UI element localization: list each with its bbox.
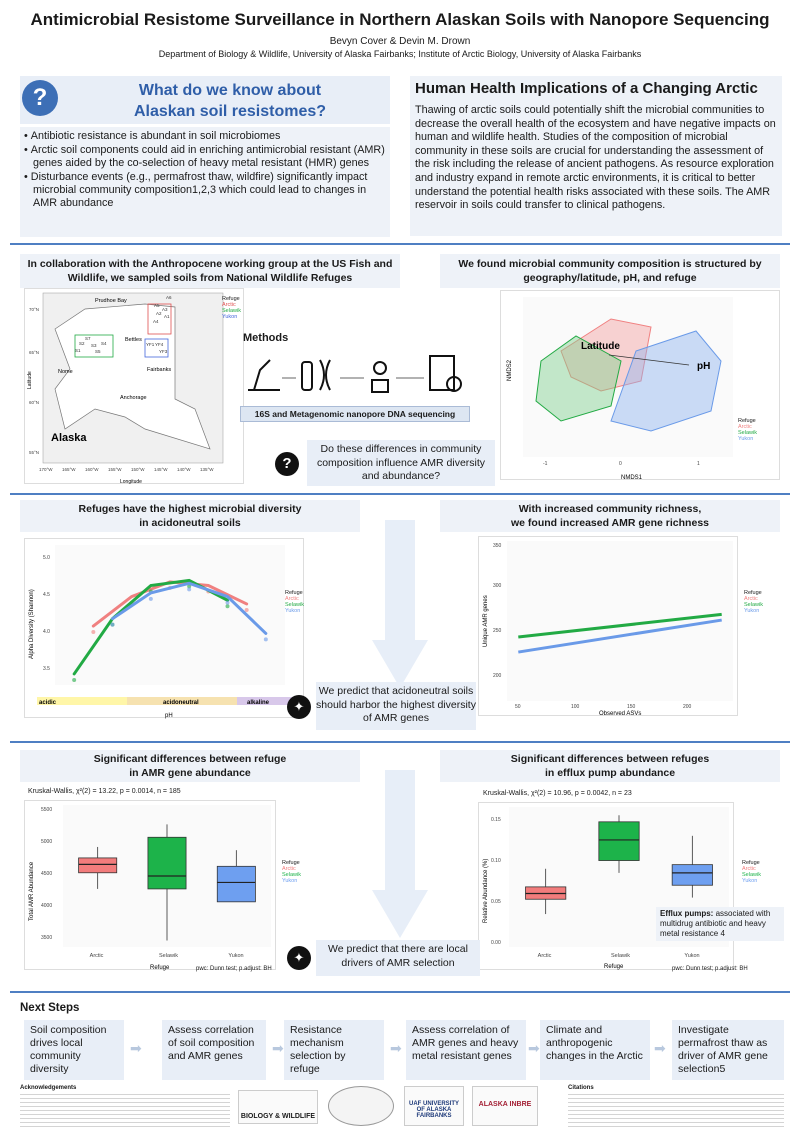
efflux-title (442, 752, 778, 780)
section-divider (10, 243, 790, 245)
band-label: alkaline (247, 700, 270, 706)
know-bullets (24, 130, 386, 211)
nmds-xtick: 0 (619, 461, 622, 467)
box-selawik (148, 837, 186, 889)
band-label: acidoneutral (163, 700, 199, 706)
efflux-ylabel: Relative Abundance (%) (483, 858, 489, 923)
diversity-legend-item: Arctic (285, 596, 299, 602)
site-label: YF4 (155, 342, 164, 347)
citation-text-lines (568, 1091, 784, 1127)
map-xtick: 150°W (131, 467, 145, 472)
map-legend (222, 296, 252, 320)
place-label: Anchorage (120, 395, 147, 401)
ack-text-lines (20, 1091, 230, 1127)
uaf-logo: UAF UNIVERSITY OF ALASKA FAIRBANKS (404, 1086, 464, 1126)
map-legend-item: Arctic (222, 302, 236, 308)
nmds-xtick: 1 (697, 461, 700, 467)
richness-xtick: 200 (683, 704, 692, 710)
next-step-arrow: ➡ (528, 1040, 540, 1056)
next-step-item: Investigate permafrost thaw as driver of AMR gene selection5 (672, 1020, 784, 1080)
next-step-item: Assess correlation of AMR genes and heavy metal resistant genes (406, 1020, 526, 1080)
next-step-arrow: ➡ (654, 1040, 666, 1056)
section-divider (10, 991, 790, 993)
efflux-ytick: 0.00 (491, 940, 501, 946)
abundance-svg (25, 801, 277, 971)
site-label: S1 (75, 348, 81, 353)
place-label: Nome (58, 369, 73, 375)
richness-title-line2: we found increased AMR gene richness (511, 517, 709, 529)
site-label: YF3 (159, 349, 168, 354)
dna-helix-icon (320, 360, 330, 390)
efflux-figure (478, 802, 734, 970)
abundance-figure (24, 800, 276, 970)
health-title: Human Health Implications of a Changing Arctic (415, 80, 758, 97)
sequencer-icon (372, 380, 388, 392)
site-label: A5 (154, 303, 160, 308)
next-step-item: Climate and anthropogenic changes in the Arctic (540, 1020, 650, 1080)
next-step-arrow: ➡ (272, 1040, 284, 1056)
map-ytick: 60°N (29, 400, 40, 405)
citations (568, 1085, 784, 1127)
map-ylabel: Latitude (27, 371, 33, 389)
site-label: S4 (101, 341, 107, 346)
acknowledgements (20, 1085, 230, 1127)
nmds-figure (500, 290, 780, 480)
map-legend-title: Refuge (222, 296, 240, 302)
category-label: Yukon (228, 953, 244, 959)
diversity-xlabel: pH (165, 713, 173, 719)
site-label: YF1 (146, 342, 155, 347)
diversity-title (22, 502, 358, 530)
nmds-xlabel: NMDS1 (621, 475, 643, 481)
data-point (72, 678, 76, 682)
know-title-line2: Alaskan soil resistomes? (133, 103, 327, 120)
arctic-biology-seal (328, 1086, 394, 1126)
poster-title: Antimicrobial Resistome Surveillance in Northern Alaskan Soils with Nanopore Sequencing (30, 10, 770, 29)
abundance-ytick: 5000 (41, 839, 53, 845)
question-icon: ? (22, 80, 58, 116)
lightbulb-icon: ✦ (287, 946, 311, 970)
abundance-title-line2: in AMR gene abundance (129, 767, 251, 779)
ack-title: Acknowledgements (20, 1085, 77, 1091)
efflux-ytick: 0.10 (491, 858, 501, 864)
efflux-legend-item: Yukon (742, 878, 758, 884)
data-point (187, 587, 191, 591)
efflux-note-text: associated with multidrug antibiotic and heavy metal resistance 4 (660, 909, 771, 938)
abundance-footnote: pwc: Dunn test; p.adjust: BH (196, 966, 272, 972)
site-label: S7 (85, 336, 91, 341)
biology-wildlife-logo: BIOLOGY & WILDLIFE (238, 1090, 318, 1124)
diversity-ytick: 4.0 (43, 629, 50, 635)
map-ytick: 55°N (29, 450, 40, 455)
diversity-ytick: 5.0 (43, 555, 50, 561)
abundance-stat: Kruskal-Wallis, χ²(2) = 13.22, p = 0.0014, n = 185 (28, 788, 181, 795)
question-icon-small: ? (275, 452, 299, 476)
richness-ytick: 350 (493, 543, 502, 549)
map-ytick: 65°N (29, 350, 40, 355)
efflux-legend-item: Arctic (742, 866, 756, 872)
category-label: Yukon (684, 953, 700, 959)
sampling-title: In collaboration with the Anthropocene working group at the US Fish and Wildlife, we sampled soils from National Wildlife Refuges (27, 258, 393, 284)
know-bullet: • Disturbance events (e.g., permafrost thaw, wildfire) significantly impact microbial community composition1,2,3 which could lead to changes in AMR abundance (24, 171, 386, 210)
inbre-logo: ALASKA INBRE (472, 1086, 538, 1126)
drivers-prediction: We predict that there are local drivers of AMR selection (316, 940, 480, 976)
abundance-title (22, 752, 358, 780)
diversity-title-line2: in acidoneutral soils (139, 517, 241, 529)
abundance-legend-item: Selawik (282, 872, 301, 878)
data-point (264, 637, 268, 641)
methods-icons (240, 350, 475, 400)
abundance-ytick: 4500 (41, 871, 53, 877)
efflux-footnote: pwc: Dunn test; p.adjust: BH (672, 966, 748, 972)
nmds-legend-item: Yukon (738, 436, 754, 442)
richness-ytick: 300 (493, 583, 502, 589)
know-title-line1: What do we know about (138, 82, 322, 99)
map-legend-item: Yukon (222, 314, 238, 320)
richness-ytick: 250 (493, 628, 502, 634)
down-arrow (370, 520, 430, 690)
nmds-ph-label: pH (697, 361, 711, 372)
efflux-legend (742, 860, 782, 884)
box-selawik (599, 822, 639, 861)
citations-title: Citations (568, 1085, 594, 1091)
diversity-legend (285, 590, 325, 614)
efflux-legend-title: Refuge (742, 860, 760, 866)
abundance-legend-item: Yukon (282, 878, 298, 884)
nmds-ylabel: NMDS2 (507, 359, 513, 381)
site-label: S3 (91, 343, 97, 348)
richness-legend (744, 590, 784, 614)
nmds-legend-title: Refuge (738, 418, 756, 424)
nmds-legend (738, 418, 778, 442)
efflux-note-bold: Efflux pumps: (660, 909, 714, 918)
map-svg (25, 289, 245, 485)
know-bullet: • Antibiotic resistance is abundant in soil microbiomes (24, 130, 386, 143)
section-divider (10, 741, 790, 743)
map-xtick: 170°W (39, 467, 53, 472)
band-label: acidic (39, 700, 57, 706)
diversity-ytick: 4.5 (43, 592, 50, 598)
nmds-legend-item: Arctic (738, 424, 752, 430)
richness-legend-item: Yukon (744, 608, 760, 614)
know-bullet: • Arctic soil components could aid in enriching antimicrobial resistant (AMR) genes aided by the co-selection of heavy metal resistant (HMR) genes (24, 144, 386, 170)
section-divider (10, 493, 790, 495)
site-label: A6 (166, 295, 172, 300)
map-figure (24, 288, 244, 484)
composition-question: Do these differences in community composition influence AMR diversity and abundance? (307, 440, 495, 486)
diversity-prediction: We predict that acidoneutral soils should harbor the highest diversity of AMR genes (316, 682, 476, 730)
map-legend-item: Selawik (222, 308, 241, 314)
box-arctic (79, 858, 117, 873)
richness-xlabel: Observed ASVs (599, 711, 642, 717)
place-label: Bettles (125, 337, 142, 343)
next-step-item: Resistance mechanism selection by refuge (284, 1020, 384, 1080)
next-step-arrow: ➡ (390, 1040, 402, 1056)
diversity-legend-item: Yukon (285, 608, 301, 614)
richness-title-line1: With increased community richness, (518, 503, 702, 515)
next-steps-title: Next Steps (20, 1002, 80, 1014)
composition-title: We found microbial community composition is structured by geography/latitude, pH, and refuge (458, 258, 762, 284)
richness-figure (478, 536, 738, 716)
nmds-latitude-label: Latitude (581, 341, 620, 352)
abundance-legend (282, 860, 322, 884)
abundance-ylabel: Total AMR Abundance (29, 861, 35, 921)
data-point (226, 604, 230, 608)
sequencing-bar: 16S and Metagenomic nanopore DNA sequencing (240, 406, 470, 422)
efflux-ytick: 0.15 (491, 817, 501, 823)
nmds-legend-item: Selawik (738, 430, 757, 436)
abundance-legend-title: Refuge (282, 860, 300, 866)
map-region-label: Alaska (51, 432, 87, 444)
site-label: S2 (79, 341, 85, 346)
dna-tube-icon (302, 362, 312, 390)
data-point (245, 608, 249, 612)
map-xtick: 165°W (62, 467, 76, 472)
diversity-svg (25, 539, 305, 719)
category-label: Arctic (537, 953, 552, 959)
box-yukon (217, 866, 255, 902)
richness-ytick: 200 (493, 673, 502, 679)
richness-xtick: 150 (627, 704, 636, 710)
map-xtick: 160°W (85, 467, 99, 472)
diversity-title-line1: Refuges have the highest microbial diversity (78, 503, 302, 515)
data-point (226, 601, 230, 605)
richness-svg (479, 537, 739, 717)
place-label: Fairbanks (147, 367, 172, 373)
down-arrow-shape (372, 770, 428, 938)
abundance-xlabel: Refuge (150, 965, 170, 971)
efflux-title-line2: in efflux pump abundance (544, 767, 676, 779)
map-xtick: 145°W (154, 467, 168, 472)
efflux-stat: Kruskal-Wallis, χ²(2) = 10.96, p = 0.0042, n = 23 (483, 790, 632, 797)
abundance-title-line1: Significant differences between refuge (93, 753, 287, 765)
abundance-ytick: 5500 (41, 807, 53, 813)
diversity-ytick: 3.5 (43, 666, 50, 672)
richness-legend-title: Refuge (744, 590, 762, 596)
richness-legend-item: Selawik (744, 602, 763, 608)
authors: Bevyn Cover & Devin M. Drown (329, 36, 471, 47)
data-point (111, 623, 115, 627)
affiliation: Department of Biology & Wildlife, University of Alaska Fairbanks; Institute of Arctic Biology, University of Alaska Fairbanks (158, 49, 642, 59)
map-xtick: 135°W (200, 467, 214, 472)
diversity-legend-item: Selawik (285, 602, 304, 608)
category-label: Arctic (89, 953, 104, 959)
richness-ylabel: Unique AMR genes (483, 595, 489, 647)
methods-label: Methods (243, 332, 289, 344)
site-label: A4 (153, 319, 159, 324)
map-xtick: 140°W (177, 467, 191, 472)
place-label: Prudhoe Bay (95, 298, 127, 304)
site-label: A2 (156, 311, 162, 316)
efflux-legend-item: Selawik (742, 872, 761, 878)
soil-sampling-icon (248, 360, 280, 390)
diversity-figure (24, 538, 304, 718)
category-label: Selawik (159, 953, 178, 959)
abundance-ytick: 4000 (41, 903, 53, 909)
richness-xtick: 100 (571, 704, 580, 710)
diversity-ylabel: Alpha Diversity (Shannon) (29, 589, 35, 659)
site-label: A1 (164, 314, 170, 319)
abundance-ytick: 3500 (41, 935, 53, 941)
lightbulb-icon: ✦ (287, 695, 311, 719)
efflux-note (656, 907, 784, 941)
nmds-svg (501, 291, 781, 481)
next-step-item: Soil composition drives local community diversity (24, 1020, 124, 1080)
down-arrow (370, 770, 430, 940)
map-xlabel: Longitude (120, 479, 142, 485)
box-yukon (672, 865, 712, 886)
next-step-arrow: ➡ (130, 1040, 142, 1056)
site-label: S5 (95, 349, 101, 354)
efflux-ytick: 0.05 (491, 899, 501, 905)
know-title (100, 80, 360, 122)
diversity-legend-title: Refuge (285, 590, 303, 596)
next-step-item: Assess correlation of soil composition and AMR genes (162, 1020, 266, 1080)
extraction-icon (374, 362, 386, 374)
richness-title (442, 502, 778, 530)
map-xtick: 155°W (108, 467, 122, 472)
richness-xtick: 50 (515, 704, 521, 710)
down-arrow-shape (372, 520, 428, 688)
map-ytick: 70°N (29, 307, 40, 312)
data-point (149, 597, 153, 601)
efflux-xlabel: Refuge (604, 964, 624, 970)
data-point (91, 630, 95, 634)
analysis-document-icon (430, 356, 454, 390)
health-text: Thawing of arctic soils could potentially shift the microbial communities to decrease the overall health of the ecosystem and have negative impacts on human and wildlife health. Studies of the composition of microbial community in these soils are crucial for understanding the assessment of the risk including the release of ancient pathogens. As resource exploration and industry expand in remote arctic environments, it is critical to better understand the potential health risks associated with these soils. The AMR reservoir in soils could transfer to clinical pathogens. (415, 104, 776, 212)
efflux-title-line1: Significant differences between refuges (510, 753, 710, 765)
richness-legend-item: Arctic (744, 596, 758, 602)
site-label: A3 (162, 307, 168, 312)
abundance-legend-item: Arctic (282, 866, 296, 872)
category-label: Selawik (611, 953, 630, 959)
efflux-svg (479, 803, 735, 971)
nmds-xtick: -1 (543, 461, 548, 467)
